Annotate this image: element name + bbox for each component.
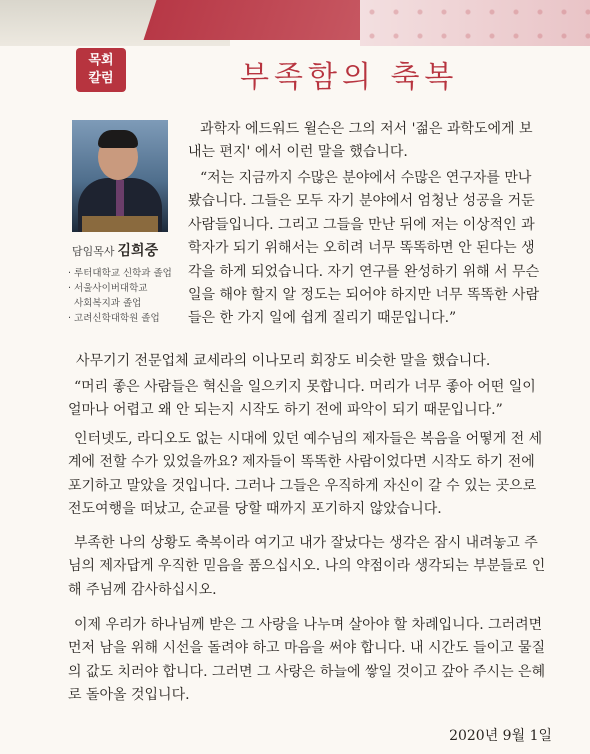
text-line: “저는 지금까지 수많은 분야에서 수많은 연구자를 만나 [200,170,532,186]
author-name: 김희중 [117,243,159,259]
text-line: 전도여행을 떠났고, 순교를 당할 때까지 포기하지 않았습니다. [68,501,442,518]
page-title: 부족함의 축복 [240,60,459,95]
paragraph-2 [188,167,539,331]
decorative-header-band [0,0,590,46]
author-role: 담임목사 [72,245,115,258]
text-line: 의 값도 치러야 합니다. 그러면 그 사랑은 하늘에 쌓일 것이고 갚아 주시는 은혜 [68,663,546,680]
text-line: 들은 한 가지 일에 쉽게 질리기 때문입니다.” [188,310,457,327]
text-line: 학자가 되기 위해서는 오히려 너무 똑똑하면 안 된다는 생 [188,240,535,257]
text-line: 이제 우리가 하나님께 받은 그 사랑을 나누며 살아야 할 차례입니다. 그러려면 [74,617,543,633]
text-line: 먼저 남을 위해 시선을 돌려야 하고 마음을 써야 합니다. 내 시간도 들이고 물질 [68,640,546,657]
column-badge [76,48,126,92]
text-line: 계에 전할 수가 있었을까요? 제자들이 똑똑한 사람이었다면 시작도 하기 전에 [68,454,535,471]
badge-line-2: 칼럼 [88,71,114,86]
credential-item: 사회복지과 졸업 [68,298,142,309]
paragraph-7 [68,614,545,708]
text-line: 일을 해야 할지 알 정도는 되어야 하지만 너무 똑똑한 사람 [188,287,540,304]
text-line: 내는 편지' 에서 이런 말을 했습니다. [188,144,408,161]
pastor-photo [72,120,168,232]
text-line: 각을 하게 되었습니다. 자기 연구를 완성하기 위해 서 무슨 [188,263,540,280]
paragraph-6 [68,532,545,602]
text-line: 부족한 나의 상황도 축복이라 여기고 내가 잘났다는 생각은 잠시 내려놓고 주 [74,535,538,551]
credential-item: · 서울사이버대학교 [68,283,148,294]
text-line: 님의 제자답게 우직한 믿음을 품으십시오. 나의 약점이라 생각되는 부분들로 인 [68,558,546,575]
text-line: 사무기기 전문업체 쿄세라의 이나모리 회장도 비슷한 말을 했습니다. [76,353,491,369]
text-line: 해 주님께 감사하십시오. [68,581,217,598]
text-line: 인터넷도, 라디오도 없는 시대에 있던 예수님의 제자들은 복음을 어떻게 전 세 [74,431,543,447]
paragraph-3 [76,350,490,373]
text-line: 포기하고 말았을 것입니다. 그러나 그들은 우직하게 자신이 갈 수 있는 곳으로 [68,477,537,494]
badge-line-1: 목회 [88,53,114,68]
credential-item: · 루터대학교 신학과 졸업 [68,268,172,279]
paragraph-4 [68,376,536,423]
text-line: 과학자 에드워드 윌슨은 그의 저서 '젊은 과학도에게 보 [200,121,533,137]
text-line: 얼마나 어렵고 왜 안 되는지 시작도 하기 전에 파악이 되기 때문입니다.” [68,402,503,419]
text-line: “머리 좋은 사람들은 혁신을 일으키지 못합니다. 머리가 너무 좋아 어떤 일이 [74,379,536,395]
credential-item: · 고려신학대학원 졸업 [68,313,160,324]
publish-date: 2020년 9월 1일 [449,728,552,744]
author-credentials [68,266,178,326]
paragraph-1 [188,118,533,165]
author-caption [72,240,158,260]
text-line: 로 돌아올 것입니다. [68,687,190,704]
text-line: 사람들입니다. 그리고 그들을 만난 뒤에 저는 이상적인 과 [188,216,535,233]
text-line: 봤습니다. 그들은 모두 자기 분야에서 엄청난 성공을 거둔 [188,193,535,210]
paragraph-5 [68,428,542,522]
